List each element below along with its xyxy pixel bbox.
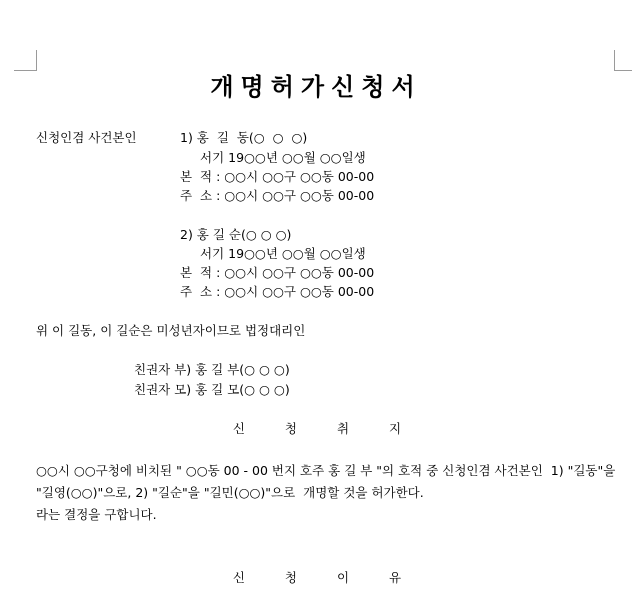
person1-birth: 서기 19○○년 ○○월 ○○일생: [200, 150, 366, 165]
purpose-heading: 신 청 취 지: [232, 421, 420, 436]
person1-domicile: 본 적 : ○○시 ○○구 ○○동 00-00: [180, 169, 375, 184]
person2-name: 2) 홍 길 순(○ ○ ○): [180, 227, 292, 242]
guardian-father: 친권자 부) 홍 길 부(○ ○ ○): [134, 362, 290, 377]
person1-address: 주 소 : ○○시 ○○구 ○○동 00-00: [180, 188, 375, 203]
person2-domicile: 본 적 : ○○시 ○○구 ○○동 00-00: [180, 265, 375, 280]
reason-heading: 신 청 이 유: [232, 570, 420, 585]
person2-birth: 서기 19○○년 ○○월 ○○일생: [200, 246, 366, 261]
document-title: 개명허가신청서: [210, 73, 422, 101]
crop-mark-top-right: [614, 50, 632, 71]
person1-name: 1) 홍 길 동(○ ○ ○): [180, 130, 308, 145]
person2-address: 주 소 : ○○시 ○○구 ○○동 00-00: [180, 284, 375, 299]
purpose-body: ○○시 ○○구청에 비치된 " ○○동 00 - 00 번지 호주 홍 길 부 "의 호적 중 신청인겸 사건본인 1) "길동"을 "길영(○○)"으로, 2) "길순"을 "길민(○○)"으로 개명할 것을 허가한다. 라는 결정을 구합니다.: [36, 463, 616, 522]
guardian-mother: 친권자 모) 홍 길 모(○ ○ ○): [134, 382, 290, 397]
applicant-label: 신청인겸 사건본인: [36, 130, 137, 145]
guardian-statement: 위 이 길동, 이 길순은 미성년자이므로 법정대리인: [36, 323, 306, 338]
crop-mark-top-left: [14, 50, 37, 71]
